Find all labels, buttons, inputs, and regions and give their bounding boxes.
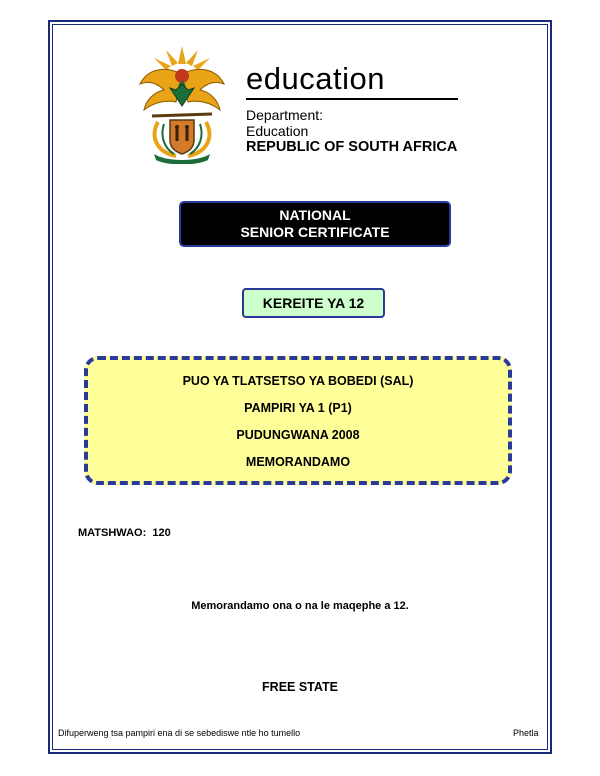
subject-title: PUO YA TLATSETSO YA BOBEDI (SAL) xyxy=(182,374,414,388)
province-name: FREE STATE xyxy=(262,680,338,694)
paper-number: PAMPIRI YA 1 (P1) xyxy=(244,401,352,415)
subject-panel xyxy=(84,356,512,485)
total-marks: MATSHWAO: 120 xyxy=(78,527,171,539)
document-type: MEMORANDAMO xyxy=(245,455,351,469)
coat-of-arms-icon xyxy=(136,44,228,164)
certificate-banner xyxy=(179,201,451,247)
exam-session: PUDUNGWANA 2008 xyxy=(236,428,360,442)
brand-title: education xyxy=(246,61,385,96)
certificate-line-1: NATIONAL xyxy=(279,207,351,223)
certificate-line-2: SENIOR CERTIFICATE xyxy=(240,224,390,240)
department-name: Education xyxy=(246,123,309,139)
grade-badge: KEREITE YA 12 xyxy=(242,288,385,318)
department-label: Department: xyxy=(246,107,324,123)
turn-over-label: Phetla xyxy=(513,728,539,738)
page-count-note: Memorandamo ona o na le maqephe a 12. xyxy=(191,600,409,612)
copyright-footer: Difuperweng tsa pampiri ena di se sebediswe ntle ho tumello xyxy=(58,728,301,738)
country-name: REPUBLIC OF SOUTH AFRICA xyxy=(246,139,458,155)
brand-underline xyxy=(246,98,458,100)
